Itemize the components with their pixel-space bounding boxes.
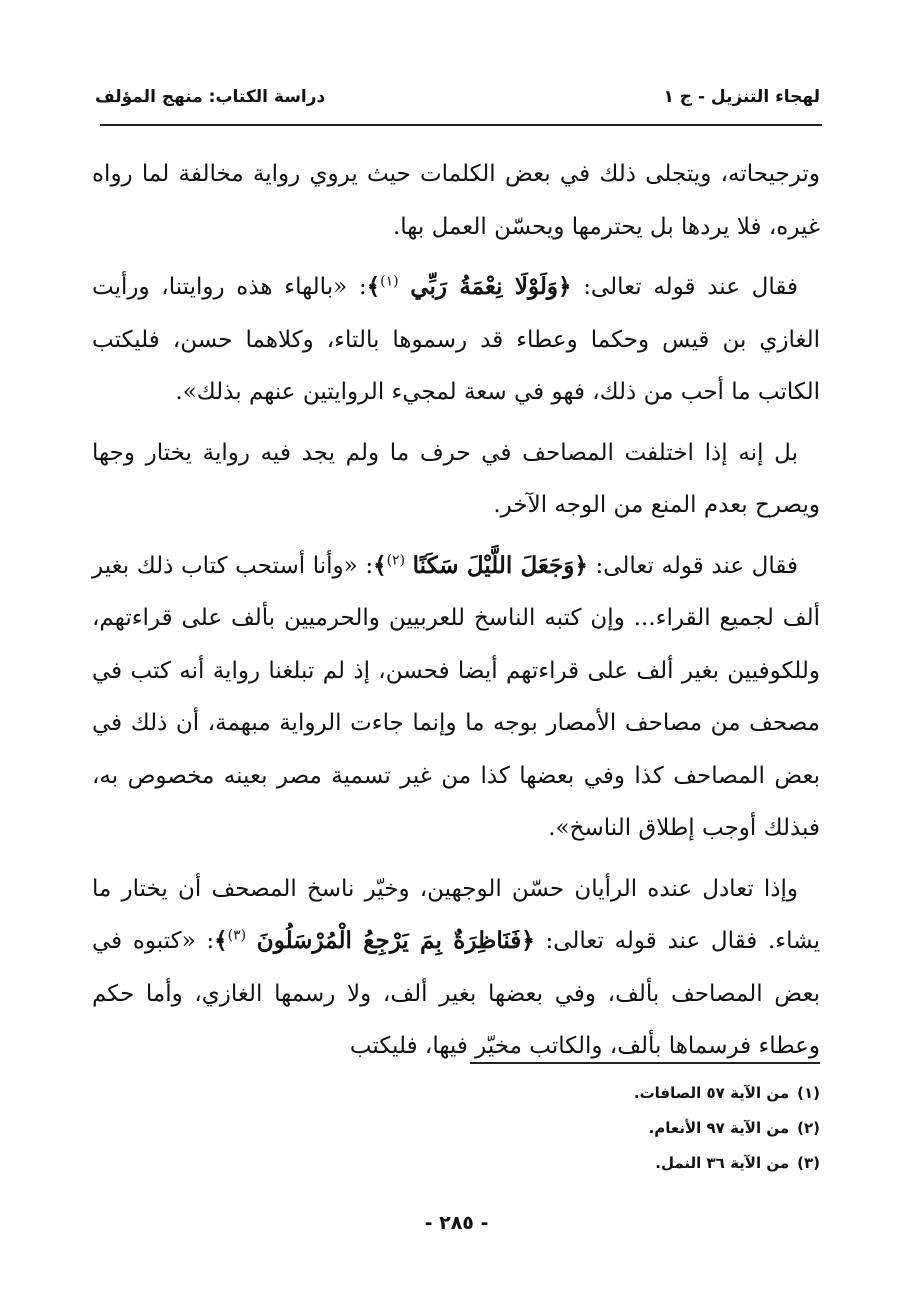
footnote-text: من الآية ٥٧ الصافات. — [633, 1084, 790, 1102]
paragraph-3: بل إنه إذا اختلفت المصاحف في حرف ما ولم يجد فيه رواية يختار وجها ويصرح بعدم المنع من الوجه الآخر. — [92, 439, 820, 518]
paragraph-4 — [92, 540, 820, 855]
page-number: - ٢٨٥ - — [424, 1212, 489, 1234]
footnote-ref-2: (٢) — [386, 551, 406, 568]
quran-verse-2: وَجَعَلَ اللَّيْلَ سَكَنًا — [412, 551, 575, 579]
quran-bracket-open: ﴿ — [558, 273, 572, 300]
quran-bracket-open: ﴿ — [574, 551, 588, 579]
paragraph-2 — [92, 261, 820, 419]
header-divider — [100, 124, 822, 126]
footnote-item — [460, 1146, 820, 1181]
footnote-item — [460, 1111, 820, 1146]
paragraph-5 — [92, 863, 820, 1073]
paragraph-4-intro: فقال عند قوله تعالى: — [595, 552, 799, 579]
footnote-ref-3: (٣) — [227, 927, 247, 944]
quran-bracket-close: ﴾ — [214, 927, 228, 954]
footnote-item — [460, 1076, 820, 1111]
footnote-number: (٢) — [797, 1119, 820, 1137]
footnote-number: (١) — [797, 1084, 820, 1102]
quran-verse-3: فَنَاظِرَةٌ بِمَ يَرْجِعُ الْمُرْسَلُونَ — [256, 927, 522, 954]
quran-verse-1: وَلَوْلَا نِعْمَةُ رَبِّي — [410, 273, 558, 300]
header-section-title: دراسة الكتاب: منهج المؤلف — [95, 87, 326, 107]
quran-bracket-open: ﴿ — [521, 927, 535, 954]
paragraph-1: وترجيحاته، ويتجلى ذلك في بعض الكلمات حيث يروي رواية مخالفة لما رواه غيره، فلا يردها بل يحترمها ويحسّن العمل بها. — [92, 161, 820, 240]
main-text — [92, 148, 820, 1081]
footnote-text: من الآية ٣٦ النمل. — [655, 1154, 790, 1172]
quran-bracket-close: ﴾ — [373, 551, 387, 579]
footnotes — [460, 1076, 820, 1181]
paragraph-4-quote: : «وأنا أستحب كتاب ذلك بغير ألف لجميع القراء... وإن كتبه الناسخ للعربيين والحرميين بألف على قراءتهم، وللكوفيين بغير ألف على قراءتهم أيضا فحسن، إذ لم تبلغنا رواية أنه كتب في مصحف من مصاحف الأمصار بوجه ما وإنما جاءت الرواية مبهمة، أن ذلك في بعض المصاحف كذا وفي بعضها كذا من غير تسمية مصر بعينه مخصوص به، فبذلك أوجب إطلاق الناسخ». — [92, 552, 820, 841]
footnote-number: (٣) — [797, 1154, 820, 1172]
paragraph-5-intro: وإذا تعادل عنده الرأيان حسّن الوجهين، وخيّر ناسخ المصحف أن يختار ما يشاء. فقال عند قوله تعالى: — [92, 875, 821, 954]
running-header — [95, 78, 820, 116]
footnote-ref-1: (١) — [380, 273, 399, 290]
footnote-divider — [470, 1062, 820, 1064]
paragraph-2-intro: فقال عند قوله تعالى: — [583, 274, 799, 300]
quran-bracket-close: ﴾ — [366, 273, 381, 300]
paragraph-2-quote: : «بالهاء هذه روايتنا، ورأيت الغازي بن قيس وحكما وعطاء قد رسموها بالتاء، وكلاهما حسن، فليكتب الكاتب ما أحب من ذلك، فهو في سعة لمجيء الروايتين عنهم بذلك». — [92, 274, 820, 405]
footnote-text: من الآية ٩٧ الأنعام. — [648, 1119, 790, 1137]
header-book-title: لهجاء التنزيل - ج ١ — [663, 87, 820, 107]
paragraph-5-quote: : «كتبوه في بعض المصاحف بألف، وفي بعضها بغير ألف، ولا رسمها الغازي، وأما حكم وعطاء فرسماها بألف، والكاتب مخيّر فيها، فليكتب — [92, 928, 820, 1059]
